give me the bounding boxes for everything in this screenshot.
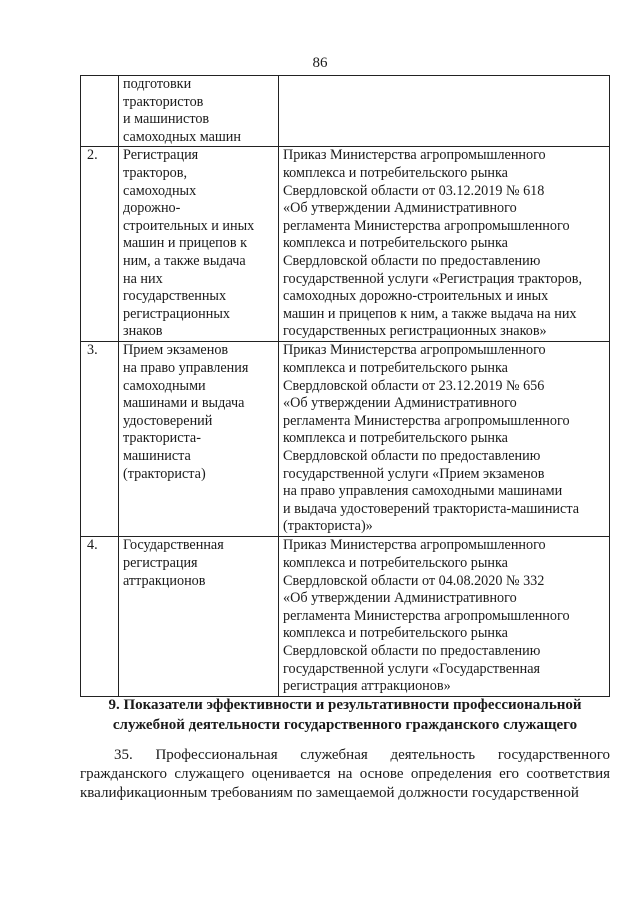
service-name: подготовки трактористов и машинистов самоходных машин [119,76,279,147]
section-title: 9. Показатели эффективности и результативности профессиональной служебной деятельности государственного гражданского служащего [108,697,582,733]
row-number: 3. [81,342,119,537]
row-number [81,76,119,147]
page-number: 86 [312,55,328,71]
body-paragraph: 35. Профессиональная служебная деятельность государственного гражданского служащего оценивается на основе определения его соответствия квалификационным требованиям по замещаемой должности государственной [80,747,610,801]
service-name: Регистрация тракторов, самоходных дорожно- строительных и иных машин и прицепов к ним, а также выдача на них государственных регистрационных знаков [119,147,279,342]
row-number: 4. [81,537,119,697]
table-row [81,76,610,147]
row-number: 2. [81,147,119,342]
service-name: Прием экзаменов на право управления самоходными машинами и выдача удостоверений тракториста- машиниста (тракториста) [119,342,279,537]
table-row [81,537,610,697]
legal-act: Приказ Министерства агропромышленного комплекса и потребительского рынка Свердловской области от 03.12.2019 № 618 «Об утверждении Административного регламента Министерства агропромышленного комплекса и потребительского рынка Свердловской области по предоставлению государственной услуги «Регистрация тракторов, самоходных дорожно-строительных и иных машин и прицепов к ним, а также выдача на них государственных регистрационных знаков» [279,147,610,342]
service-name: Государственная регистрация аттракционов [119,537,279,697]
services-table [80,75,610,697]
table-row [81,147,610,342]
legal-act: Приказ Министерства агропромышленного комплекса и потребительского рынка Свердловской области от 04.08.2020 № 332 «Об утверждении Административного регламента Министерства агропромышленного комплекса и потребительского рынка Свердловской области по предоставлению государственной услуги «Государственная регистрация аттракционов» [279,537,610,697]
table-row [81,342,610,537]
legal-act: Приказ Министерства агропромышленного комплекса и потребительского рынка Свердловской области от 23.12.2019 № 656 «Об утверждении Административного регламента Министерства агропромышленного комплекса и потребительского рынка Свердловской области по предоставлению государственной услуги «Прием экзаменов на право управления самоходными машинами и выдача удостоверений тракториста-машиниста (тракториста)» [279,342,610,537]
legal-act [279,76,610,147]
